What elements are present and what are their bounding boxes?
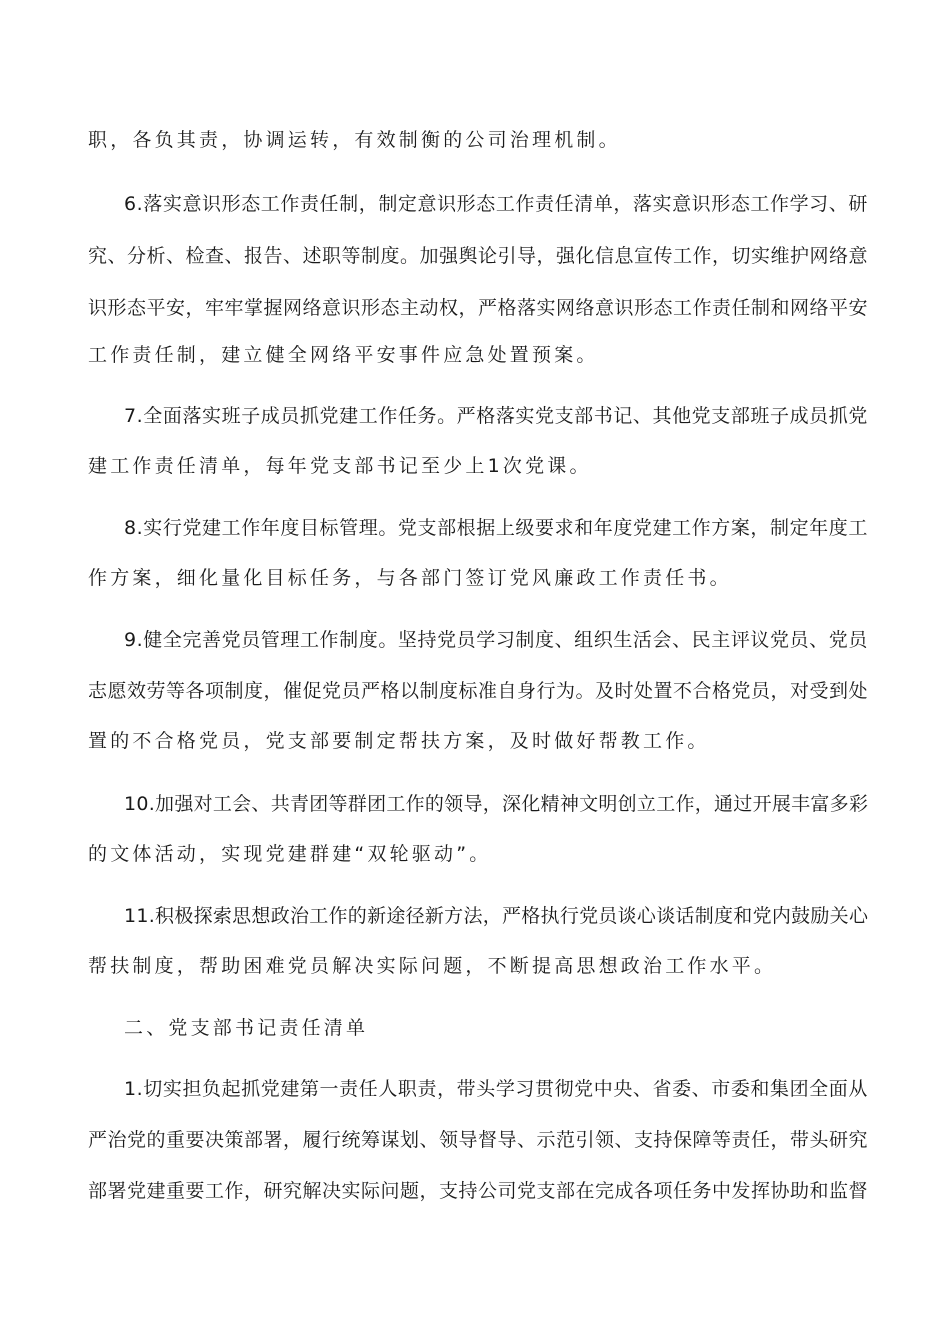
text-line: 11.积极探索思想政治工作的新途径新方法，严格执行党员谈心谈话制度和党内鼓励关心	[124, 905, 869, 927]
text-line: 帮扶制度，帮助困难党员解决实际问题，不断提高思想政治工作水平。	[88, 955, 777, 977]
text-line: 志愿效劳等各项制度，催促党员严格以制度标准自身行为。及时处置不合格党员，对受到处	[88, 680, 869, 702]
text-line: 7.全面落实班子成员抓党建工作任务。严格落实党支部书记、其他党支部班子成员抓党	[124, 405, 868, 427]
text-line: 职，各负其责，协调运转，有效制衡的公司治理机制。	[88, 129, 621, 151]
text-line: 10.加强对工会、共青团等群团工作的领导，深化精神文明创立工作，通过开展丰富多彩	[124, 793, 869, 815]
text-line: 部署党建重要工作，研究解决实际问题，支持公司党支部在完成各项任务中发挥协助和监督	[88, 1180, 869, 1202]
section-heading: 二、党支部书记责任清单	[124, 1017, 369, 1039]
text-line: 的文体活动，实现党建群建“双轮驱动”。	[88, 843, 492, 865]
text-line: 严治党的重要决策部署，履行统筹谋划、领导督导、示范引领、支持保障等责任，带头研究	[88, 1129, 869, 1151]
text-line: 8.实行党建工作年度目标管理。党支部根据上级要求和年度党建工作方案，制定年度工	[124, 517, 868, 539]
text-line: 识形态平安，牢牢掌握网络意识形态主动权，严格落实网络意识形态工作责任制和网络平安	[88, 297, 869, 319]
text-line: 9.健全完善党员管理工作制度。坚持党员学习制度、组织生活会、民主评议党员、党员	[124, 629, 868, 651]
text-line: 究、分析、检查、报告、述职等制度。加强舆论引导，强化信息宣传工作，切实维护网络意	[88, 245, 869, 267]
text-line: 作方案，细化量化目标任务，与各部门签订党风廉政工作责任书。	[88, 567, 732, 589]
text-line: 工作责任制，建立健全网络平安事件应急处置预案。	[88, 344, 599, 366]
text-line: 6.落实意识形态工作责任制，制定意识形态工作责任清单，落实意识形态工作学习、研	[124, 193, 868, 215]
text-line: 置的不合格党员，党支部要制定帮扶方案，及时做好帮教工作。	[88, 730, 710, 752]
text-line: 1.切实担负起抓党建第一责任人职责，带头学习贯彻党中央、省委、市委和集团全面从	[124, 1078, 868, 1100]
text-line: 建工作责任清单，每年党支部书记至少上1次党课。	[88, 455, 592, 477]
